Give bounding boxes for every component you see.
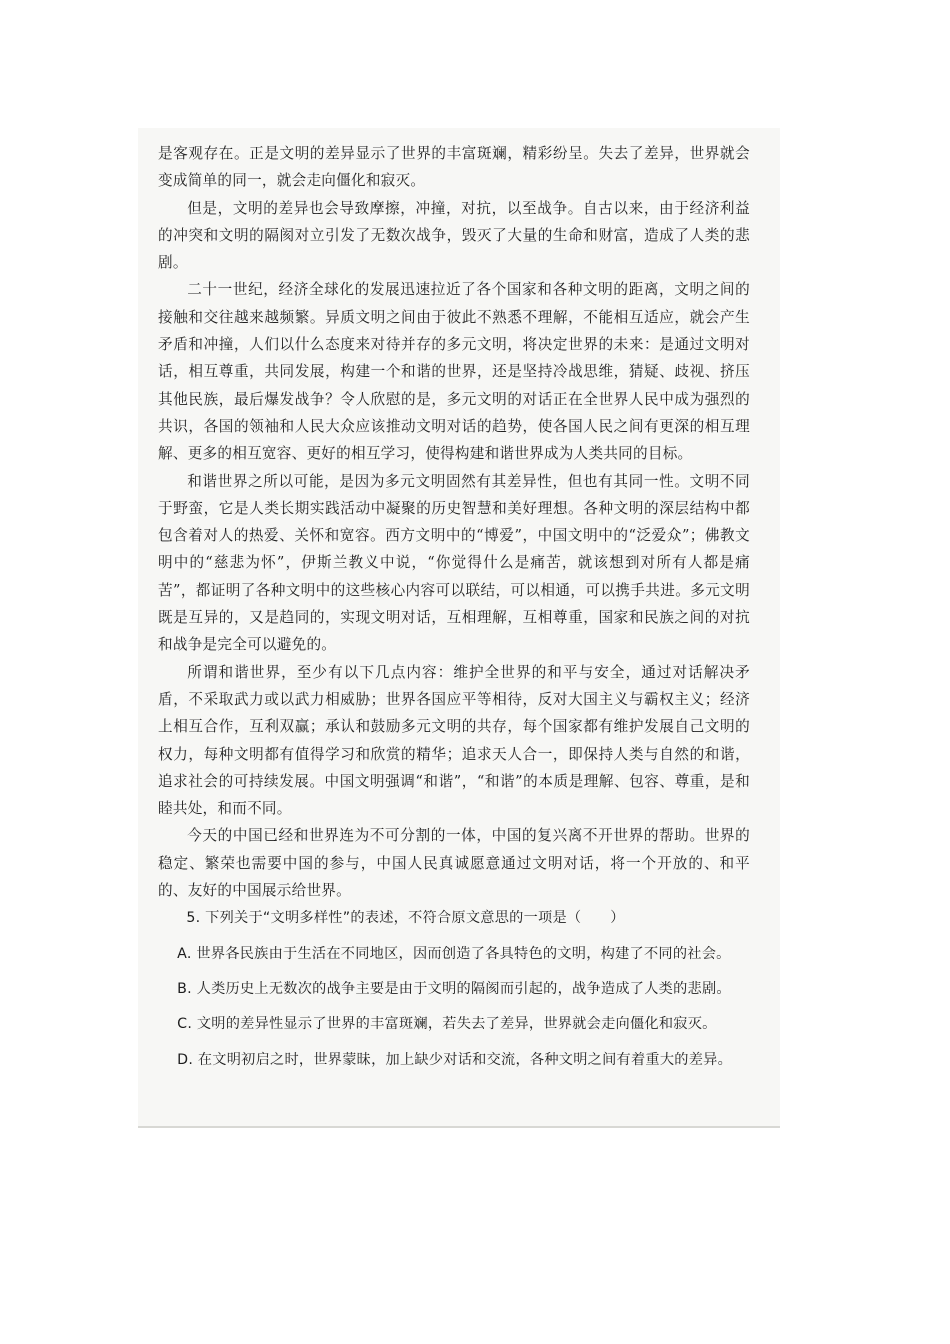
option-b: B. 人类历史上无数次的战争主要是由于文明的隔阂而引起的，战争造成了人类的悲剧。 bbox=[177, 980, 731, 997]
reading-passage bbox=[158, 140, 750, 904]
option-a: A. 世界各民族由于生活在不同地区，因而创造了各具特色的文明，构建了不同的社会。 bbox=[177, 945, 731, 962]
passage-paragraph-3: 二十一世纪，经济全球化的发展迅速拉近了各个国家和各种文明的距离，文明之间的接触和交往越来越频繁。异质文明之间由于彼此不熟悉不理解，不能相互适应，就会产生矛盾和冲撞，人们以什么态度来对待并存的多元文明，将决定世界的未来：是通过文明对话，相互尊重，共同发展，构建一个和谐的世界，还是坚持冷战思维，猜疑、歧视、挤压其他民族，最后爆发战争？令人欣慰的是，多元文明的对话正在全世界人民中成为强烈的共识，各国的领袖和人民大众应该推动文明对话的趋势，使各国人民之间有更深的相互理解、更多的相互宽容、更好的相互学习，使得构建和谐世界成为人类共同的目标。 bbox=[158, 281, 750, 463]
exam-content bbox=[158, 140, 750, 1074]
passage-paragraph-6: 今天的中国已经和世界连为不可分割的一体，中国的复兴离不开世界的帮助。世界的稳定、繁荣也需要中国的参与，中国人民真诚愿意通过文明对话，将一个开放的、和平的、友好的中国展示给世界。 bbox=[158, 827, 750, 900]
page-edge bbox=[138, 1126, 780, 1128]
option-d: D. 在文明初启之时，世界蒙昧，加上缺少对话和交流，各种文明之间有着重大的差异。 bbox=[177, 1051, 733, 1068]
question-stem: 5. 下列关于“文明多样性”的表述，不符合原文意思的一项是（ ） bbox=[186, 910, 625, 927]
passage-paragraph-1: 是客观存在。正是文明的差异显示了世界的丰富斑斓，精彩纷呈。失去了差异，世界就会变成简单的同一，就会走向僵化和寂灭。 bbox=[158, 145, 750, 190]
option-c: C. 文明的差异性显示了世界的丰富斑斓，若失去了差异，世界就会走向僵化和寂灭。 bbox=[177, 1016, 717, 1033]
passage-paragraph-5: 所谓和谐世界，至少有以下几点内容：维护全世界的和平与安全，通过对话解决矛盾，不采取武力或以武力相威胁；世界各国应平等相待，反对大国主义与霸权主义；经济上相互合作，互利双赢；承认和鼓励多元文明的共存，每个国家都有维护发展自己文明的权力，每种文明都有值得学习和欣赏的精华；追求天人合一，即保持人类与自然的和谐，追求社会的可持续发展。中国文明强调“和谐”，“和谐”的本质是理解、包容、尊重，是和睦共处，和而不同。 bbox=[158, 663, 750, 818]
question-5 bbox=[158, 905, 750, 1073]
passage-paragraph-4: 和谐世界之所以可能，是因为多元文明固然有其差异性，但也有其同一性。文明不同于野蛮，它是人类长期实践活动中凝聚的历史智慧和美好理想。各种文明的深层结构中都包含着对人的热爱、关怀和宽容。西方文明中的“博爱”，中国文明中的“泛爱众”；佛教文明中的“慈悲为怀”，伊斯兰教义中说，“你觉得什么是痛苦，就该想到对所有人都是痛苦”，都证明了各种文明中的这些核心内容可以联结，可以相通，可以携手共进。多元文明既是互异的，又是趋同的，实现文明对话，互相理解，互相尊重，国家和民族之间的对抗和战争是完全可以避免的。 bbox=[158, 472, 750, 654]
passage-paragraph-2: 但是，文明的差异也会导致摩擦，冲撞，对抗，以至战争。自古以来，由于经济利益的冲突和文明的隔阂对立引发了无数次战争，毁灭了大量的生命和财富，造成了人类的悲剧。 bbox=[158, 199, 750, 272]
